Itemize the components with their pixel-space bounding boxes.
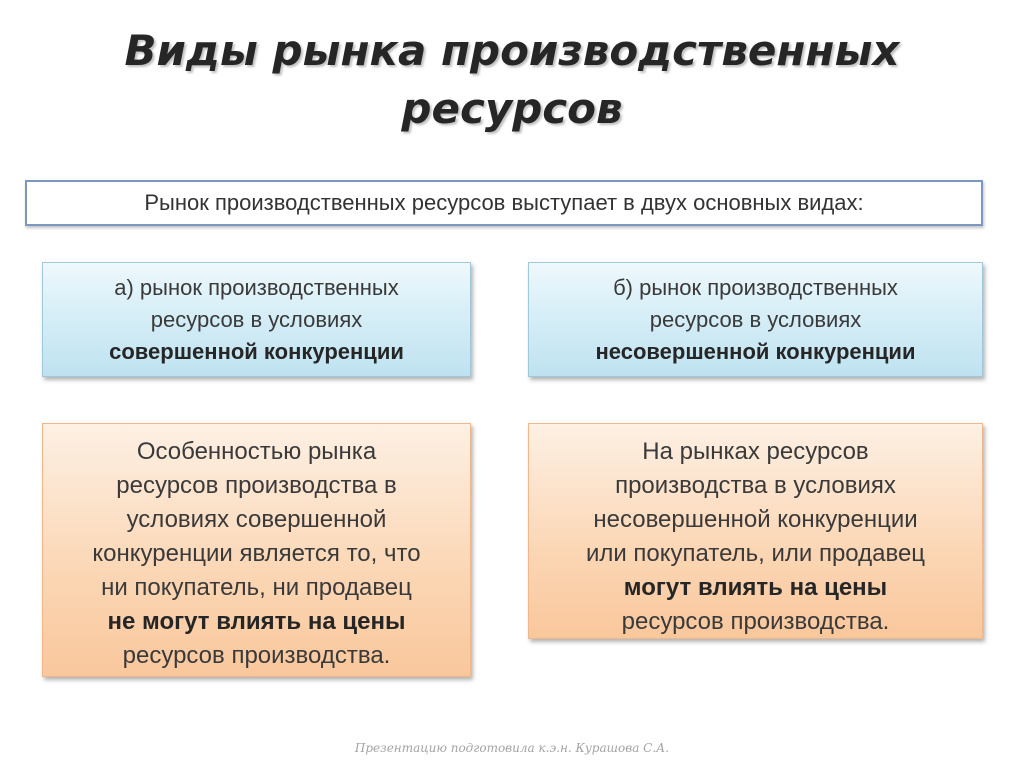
desc-a-line-5: ни покупатель, ни продавец: [101, 574, 412, 601]
intro-text: Рынок производственных ресурсов выступает в двух основных видах:: [144, 190, 864, 215]
desc-a-line-7: ресурсов производства.: [122, 642, 391, 669]
slide-title: [40, 22, 984, 138]
slide-title-line-1: Виды рынка производственных: [124, 26, 900, 75]
market-type-a-line-1: а) рынок производственных: [114, 275, 399, 300]
market-type-b-line-3: несовершенной конкуренции: [595, 339, 916, 364]
desc-a-line-4: конкуренции является то, что: [92, 540, 421, 567]
market-type-a-box: [42, 262, 471, 377]
desc-a-line-6: не могут влиять на цены: [107, 608, 406, 635]
market-type-b-line-1: б) рынок производственных: [613, 275, 898, 300]
desc-a-line-2: ресурсов производства в: [116, 472, 397, 499]
desc-b-line-5: могут влиять на цены: [623, 574, 888, 601]
desc-b-line-1: На рынках ресурсов: [642, 438, 869, 465]
market-type-b-box: [528, 262, 983, 377]
desc-a-line-3: условиях совершенной: [126, 506, 387, 533]
desc-b-line-4: или покупатель, или продавец: [585, 540, 926, 567]
desc-b-line-2: производства в условиях: [615, 472, 896, 499]
desc-a-line-1: Особенностью рынка: [136, 438, 377, 465]
desc-b-line-3: несовершенной конкуренции: [593, 506, 918, 533]
intro-box: [25, 180, 983, 226]
market-type-a-line-2: ресурсов в условиях: [150, 307, 363, 332]
slide-title-line-2: ресурсов: [401, 84, 623, 133]
author-footer: Презентацию подготовила к.э.н. Курашова С.А.: [354, 741, 670, 755]
perfect-competition-description: [42, 423, 471, 677]
imperfect-competition-description: [528, 423, 983, 639]
market-type-b-line-2: ресурсов в условиях: [649, 307, 862, 332]
market-type-a-line-3: совершенной конкуренции: [109, 339, 404, 364]
desc-b-line-6: ресурсов производства.: [621, 608, 890, 635]
